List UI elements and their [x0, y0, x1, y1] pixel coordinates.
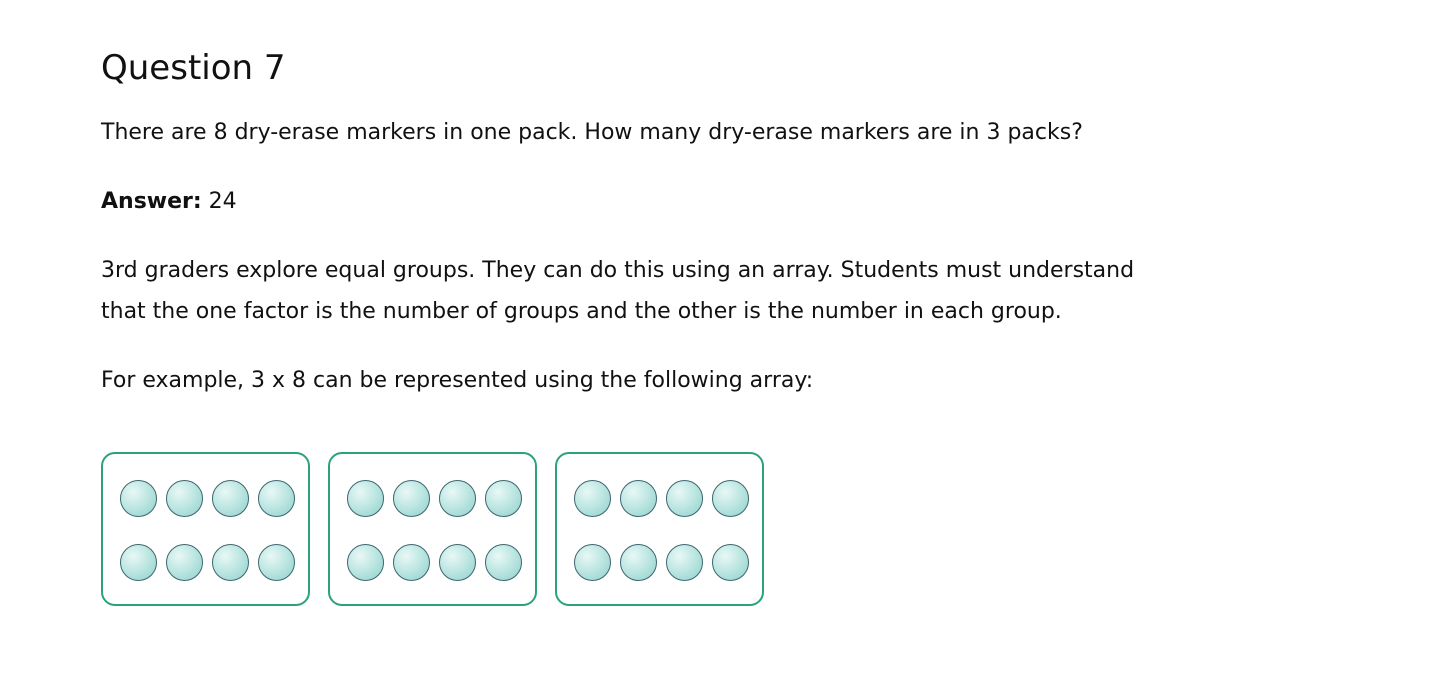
marker-dot	[258, 480, 295, 517]
marker-dot	[620, 480, 657, 517]
array-dots	[347, 480, 522, 581]
answer-value: 24	[201, 189, 237, 214]
array-group	[555, 452, 764, 606]
marker-dot	[712, 480, 749, 517]
marker-dot	[620, 544, 657, 581]
marker-dot	[120, 544, 157, 581]
marker-dot	[439, 544, 476, 581]
marker-dot	[439, 480, 476, 517]
answer-line	[101, 181, 237, 222]
marker-dot	[347, 480, 384, 517]
array-group	[328, 452, 537, 606]
marker-dot	[212, 480, 249, 517]
answer-label: Answer:	[101, 189, 202, 214]
array-dots	[120, 480, 295, 581]
array-dots	[574, 480, 749, 581]
marker-dot	[393, 480, 430, 517]
marker-dot	[574, 480, 611, 517]
question-title: Question 7	[101, 48, 286, 88]
marker-dot	[485, 480, 522, 517]
marker-dot	[212, 544, 249, 581]
question-text: There are 8 dry-erase markers in one pack. How many dry-erase markers are in 3 packs?	[101, 120, 1083, 145]
marker-dot	[574, 544, 611, 581]
marker-dot	[485, 544, 522, 581]
explanation-line-1: 3rd graders explore equal groups. They can do this using an array. Students must understand	[101, 258, 1135, 283]
marker-dot	[258, 544, 295, 581]
example-text: For example, 3 x 8 can be represented using the following array:	[101, 368, 814, 393]
array-group	[101, 452, 310, 606]
explanation	[101, 250, 1134, 332]
explanation-line-2: that the one factor is the number of groups and the other is the number in each group.	[101, 299, 1062, 324]
array-diagram	[101, 452, 764, 606]
marker-dot	[393, 544, 430, 581]
marker-dot	[666, 544, 703, 581]
marker-dot	[712, 544, 749, 581]
marker-dot	[166, 544, 203, 581]
marker-dot	[666, 480, 703, 517]
marker-dot	[166, 480, 203, 517]
marker-dot	[120, 480, 157, 517]
marker-dot	[347, 544, 384, 581]
